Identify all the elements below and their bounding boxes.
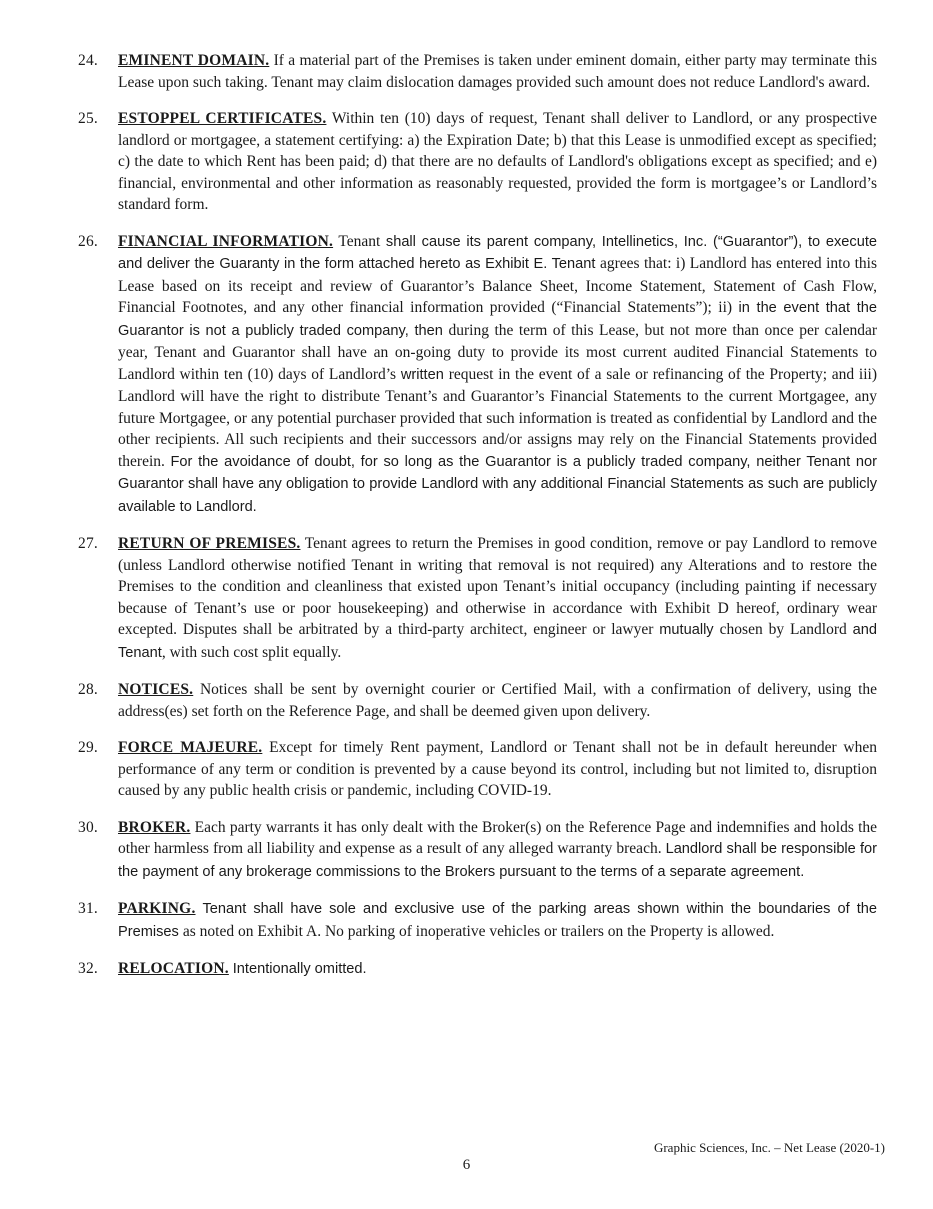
section-heading: FINANCIAL INFORMATION. [118, 232, 334, 250]
section-body [118, 817, 877, 884]
section-body [118, 898, 877, 943]
text-run-sans: mutually [659, 622, 720, 638]
section-number: 25. [78, 110, 98, 127]
text-run-serif: Within ten (10) days of request, Tenant shall deliver to Landlord, or any prospective landlord or mortgagee, a statement certifying: a) the Expiration Date; b) that this Lease is unmodified except as specified; c) the date to which Rent has been paid; d) that there are no defaults of Landlord's obligations except as specified; and e) financial, environmental and other information as reasonably requested, provided the form is mortgagee’s or Landlord’s standard form. [118, 110, 877, 213]
section-body [118, 50, 877, 93]
section-number: 24. [78, 52, 98, 69]
section-number: 28. [78, 681, 98, 698]
section-31 [78, 898, 877, 943]
text-run-serif: , with such cost split equally. [161, 643, 342, 661]
text-run-serif: If a material part of the Premises is taken under eminent domain, either party may terminate this Lease upon such taking. Tenant may claim dislocation damages provided such amount does not reduce Landlord's award. [118, 52, 877, 91]
text-run-serif: Tenant [338, 232, 386, 250]
section-heading: ESTOPPEL CERTIFICATES. [118, 110, 327, 127]
section-heading: FORCE MAJEURE. [118, 739, 263, 756]
section-25 [78, 108, 877, 216]
text-run-serif: agrees that: i) Landlord has entered into this Lease based on its receipt and review of Guarantor’s Balance Sheet, Income Statement, Statement of Cash Flow, Financial Footnotes, and any other financial information provided (“Financial Statements”); ii) [118, 255, 877, 316]
section-26 [78, 231, 877, 519]
section-body [118, 958, 877, 981]
text-run-sans: shall cause its parent company, Intellinetics, Inc. (“Guarantor”), to execute and deliver the Guaranty in the form attached hereto as Exhibit E. Tenant [118, 233, 878, 272]
section-number: 31. [78, 900, 98, 917]
section-number: 30. [78, 818, 98, 836]
text-run-serif: request in the event of a sale or refinancing of the Property; and iii) Landlord will have the right to distribute Tenant’s and Guarantor’s Financial Statements to the current Mortgagee, any future Mortgagee, or any potential purchaser provided that such information is treated as confidential by Landlord and the other recipients. All such recipients and their successors and/or assigns may rely on the Financial Statements provided therein. [118, 365, 877, 470]
page-number: 6 [462, 1157, 471, 1173]
text-run-serif: Except for timely Rent payment, Landlord or Tenant shall not be in default hereunder when performance of any term or condition is prevented by a cause beyond its control, including but not limited to, disruption caused by any public health crisis or pandemic, including COVID-19. [118, 739, 878, 799]
text-run-serif: Each party warrants it has only dealt with the Broker(s) on the Reference Page and indemnifies and holds the other harmless from all liability and expense as a result of any alleged warranty breach. [118, 818, 878, 857]
lease-sections [78, 50, 877, 996]
text-run-serif: Notices shall be sent by overnight courier or Certified Mail, with a confirmation of delivery, using the address(es) set forth on the Reference Page, and shall be deemed given upon delivery. [118, 681, 878, 720]
section-number: 32. [78, 960, 98, 977]
text-run-sans: and Tenant [118, 622, 878, 661]
section-body [118, 679, 877, 722]
section-heading: RELOCATION. [118, 960, 229, 977]
text-run-serif: Tenant agrees to return the Premises in good condition, remove or pay Landlord to remove (unless Landlord otherwise notified Tenant in writing that removal is not required) any Alterations and to restore the Premises to the condition and cleanliness that existed upon Tenant’s initial occupancy (including painting if necessary because of Tenant’s use or poor housekeeping) and otherwise in accordance with Exhibit D hereof, ordinary wear excepted. Disputes shall be arbitrated by a third-party architect, engineer or lawyer [118, 535, 877, 638]
section-heading: EMINENT DOMAIN. [118, 52, 270, 69]
section-body [118, 231, 877, 519]
text-run-sans: in the event that the Guarantor is not a publicly traded company, then [118, 300, 877, 339]
document-reference: Graphic Sciences, Inc. – Net Lease (2020-1) [653, 1140, 885, 1155]
text-run-sans: Landlord shall be responsible for the payment of any brokerage commissions to the Brokers pursuant to the terms of a separate agreement. [118, 841, 877, 880]
section-28 [78, 679, 877, 722]
section-heading: RETURN OF PREMISES. [118, 535, 301, 552]
section-body [118, 108, 877, 216]
text-run-sans: written [400, 366, 449, 383]
section-heading: BROKER. [118, 818, 191, 836]
section-body [118, 737, 877, 802]
text-run-sans: For the avoidance of doubt, for so long as the Guarantor is a publicly traded company, neither Tenant nor Guarantor shall have any obligation to provide Landlord with any additional Financial Statements as such are publicly available to Landlord. [118, 453, 877, 515]
section-heading: NOTICES. [118, 681, 194, 698]
section-24 [78, 50, 877, 93]
section-number: 26. [78, 232, 98, 250]
section-number: 29. [78, 739, 98, 756]
section-32 [78, 958, 877, 981]
section-heading: PARKING. [118, 900, 196, 917]
section-27 [78, 533, 877, 664]
text-run-serif: chosen by Landlord [719, 621, 853, 638]
text-run-sans: Tenant shall have sole and exclusive use of the parking areas shown within the boundaries of the Premises [118, 901, 878, 940]
text-run-sans: Intentionally omitted. [232, 961, 367, 977]
section-body [118, 533, 877, 664]
section-29 [78, 737, 877, 802]
text-run-serif: as noted on Exhibit A. No parking of inoperative vehicles or trailers on the Property is allowed. [182, 922, 775, 940]
section-30 [78, 817, 877, 884]
text-run-serif: during the term of this Lease, but not more than once per calendar year, Tenant and Guarantor shall have an on-going duty to provide its most current audited Financial Statements to Landlord within ten (10) days of Landlord’s [118, 321, 877, 383]
section-number: 27. [78, 535, 98, 552]
